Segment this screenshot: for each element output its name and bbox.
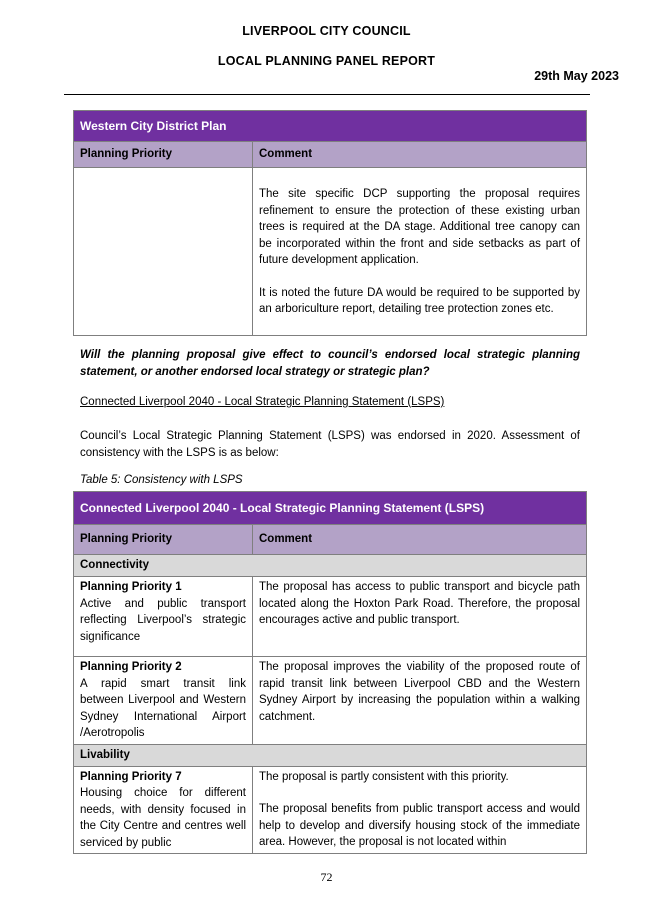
pp7-comment	[253, 766, 587, 854]
pp2-title: Planning Priority 2	[80, 661, 182, 673]
table2-title: Connected Liverpool 2040 - Local Strategic Planning Statement (LSPS)	[74, 492, 587, 525]
lsps-heading: Connected Liverpool 2040 - Local Strategic Planning Statement (LSPS)	[80, 396, 445, 408]
council-name: LIVERPOOL CITY COUNCIL	[242, 24, 411, 38]
pp1-desc: Active and public transport reflecting Liverpool’s strategic significance	[80, 597, 246, 643]
lsps-question: Will the planning proposal give effect to council’s endorsed local strategic planning statement, or another endorsed local strategy or strategic plan?	[80, 349, 580, 378]
pp7-title: Planning Priority 7	[80, 770, 182, 783]
lsps-paragraph: Council’s Local Strategic Planning Statement (LSPS) was endorsed in 2020. Assessment of consistency with the LSPS is as below:	[80, 430, 580, 459]
district-plan-table	[73, 110, 587, 336]
page-number: 72	[320, 870, 333, 884]
table1-comment-cell	[253, 168, 587, 336]
pp2-desc: A rapid smart transit link between Liverpool and Western Sydney International Airport /Aerotropolis	[80, 677, 246, 739]
header-divider	[64, 94, 590, 95]
table1-title: Western City District Plan	[74, 111, 587, 142]
table1-priority-cell	[74, 168, 253, 336]
lsps-table	[73, 491, 587, 854]
table2-col-comment: Comment	[253, 525, 587, 555]
table1-col-comment: Comment	[253, 142, 587, 168]
pp7-cell	[74, 766, 253, 854]
pp7-comment-p2: The proposal benefits from public transport access and would help to develop and diversify housing stock of the immediate area. However, the proposal is not located within	[259, 803, 580, 848]
report-title: LOCAL PLANNING PANEL REPORT	[217, 54, 436, 68]
pp2-cell	[74, 657, 253, 745]
pp1-title: Planning Priority 1	[80, 581, 182, 593]
report-date: 29th May 2023	[534, 69, 619, 83]
table2-col-priority: Planning Priority	[74, 525, 253, 555]
table1-col-priority: Planning Priority	[74, 142, 253, 168]
section-livability: Livability	[74, 744, 587, 766]
pp7-comment-p1: The proposal is partly consistent with this priority.	[259, 770, 509, 783]
section-connectivity: Connectivity	[74, 555, 587, 577]
pp1-cell	[74, 577, 253, 657]
table1-comment-p2: It is noted the future DA would be required to be supported by an arboriculture report, detailing tree protection zones etc.	[259, 286, 581, 315]
table1-comment-p1: The site specific DCP supporting the proposal requires refinement to ensure the protection of these existing urban trees is required at the DA stage. Additional tree canopy can be incorporated within the front and side setbacks as part of future development application.	[259, 188, 581, 266]
table-caption: Table 5: Consistency with LSPS	[80, 474, 243, 486]
pp1-comment: The proposal has access to public transport and bicycle path located along the Hoxton Park Road. Therefore, the proposal encourages active and public transport.	[253, 577, 587, 657]
pp2-comment: The proposal improves the viability of the proposed route of rapid transit link between Liverpool CBD and the Western Sydney Airport by increasing the population within a walking catchment.	[253, 657, 587, 745]
pp7-desc: Housing choice for different needs, with density focused in the City Centre and centres well serviced by public	[80, 787, 246, 849]
